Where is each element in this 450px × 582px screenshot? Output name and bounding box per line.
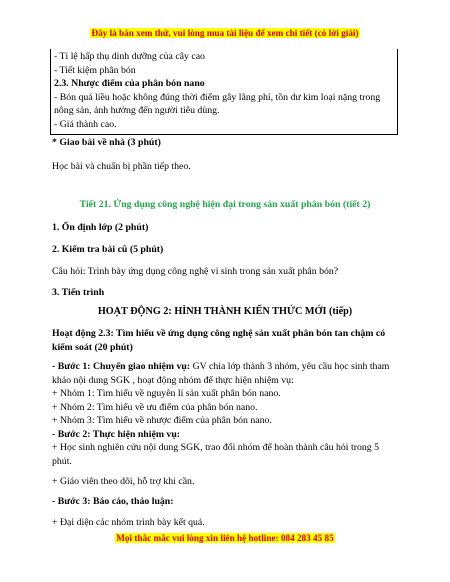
section-heading: 3. Tiến trình: [52, 287, 105, 298]
box-line: - Bón quá liều hoặc không đúng thời điểm gây lãng phí, tồn dư kim loại nặng trong nông sản, ảnh hưởng đến người tiêu dùng.: [54, 91, 381, 117]
step1-label: - Bước 1: Chuyển giao nhiệm vụ:: [52, 361, 191, 372]
homework-text: Học bài và chuẩn bị phần tiếp theo.: [52, 161, 191, 172]
question-text: Câu hỏi: Trình bày ứng dụng công nghệ vi sinh trong sản xuất phân bón?: [52, 266, 339, 277]
group-item: + Nhóm 1: Tìm hiểu về nguyên lí sản xuất phân bón nano.: [52, 388, 281, 399]
step2-text: + Học sinh nghiên cứu nội dung SGK, trao đổi nhóm để hoàn thành câu hỏi trong 5 phút.: [52, 442, 380, 467]
step2-label: - Bước 2: Thực hiện nhiệm vụ:: [52, 429, 181, 440]
activity-title: HOẠT ĐỘNG 2: HÌNH THÀNH KIẾN THỨC MỚI (tiếp): [97, 306, 353, 317]
step1-paragraph: [52, 360, 400, 387]
step2-support: + Giáo viên theo dõi, hỗ trợ khi cần.: [52, 476, 195, 487]
step1-text: GV chia lớp thành 3 nhóm, yêu cầu học sinh tham khảo nội dung SGK , hoạt động nhóm để thực hiện nhiệm vụ:: [52, 361, 390, 386]
activity-subtitle: Hoạt động 2.3: Tìm hiểu về ứng dụng công nghệ sản xuất phân bón tan chậm có kiểm soát (20 phút): [52, 328, 386, 353]
step3-text: + Đại diện các nhóm trình bày kết quả.: [52, 517, 205, 528]
box-line: - Tiết kiệm phân bón: [54, 64, 136, 76]
group-item: + Nhóm 2: Tìm hiểu về ưu điểm của phân bón nano.: [52, 402, 258, 413]
box-line: - Giá thành cao.: [54, 118, 117, 130]
lesson-title: Tiết 21. Ứng dụng công nghệ hiện đại trong sản xuất phân bón (tiết 2): [79, 199, 371, 210]
section-heading: 1. Ổn định lớp (2 phút): [52, 222, 149, 233]
group-item: + Nhóm 3: Tìm hiểu về nhược điểm của phân bón nano.: [52, 415, 272, 426]
content-table: [50, 49, 398, 135]
section-heading: 2. Kiểm tra bài cũ (5 phút): [52, 244, 164, 255]
step3-label: - Bước 3: Báo cáo, thảo luận:: [52, 496, 174, 507]
hotline-banner: Mọi thắc mắc vui lòng xin liên hệ hotline: 084 283 45 85: [116, 533, 334, 543]
preview-banner: Đây là bản xem thử, vui lòng mua tài liệu để xem chi tiết (có lời giải): [91, 28, 359, 38]
box-heading: 2.3. Nhược điểm của phân bón nano: [54, 78, 205, 90]
box-line: - Tỉ lệ hấp thụ dinh dưỡng của cây cao: [54, 51, 205, 62]
homework-heading: * Giao bài về nhà (3 phút): [52, 137, 161, 148]
